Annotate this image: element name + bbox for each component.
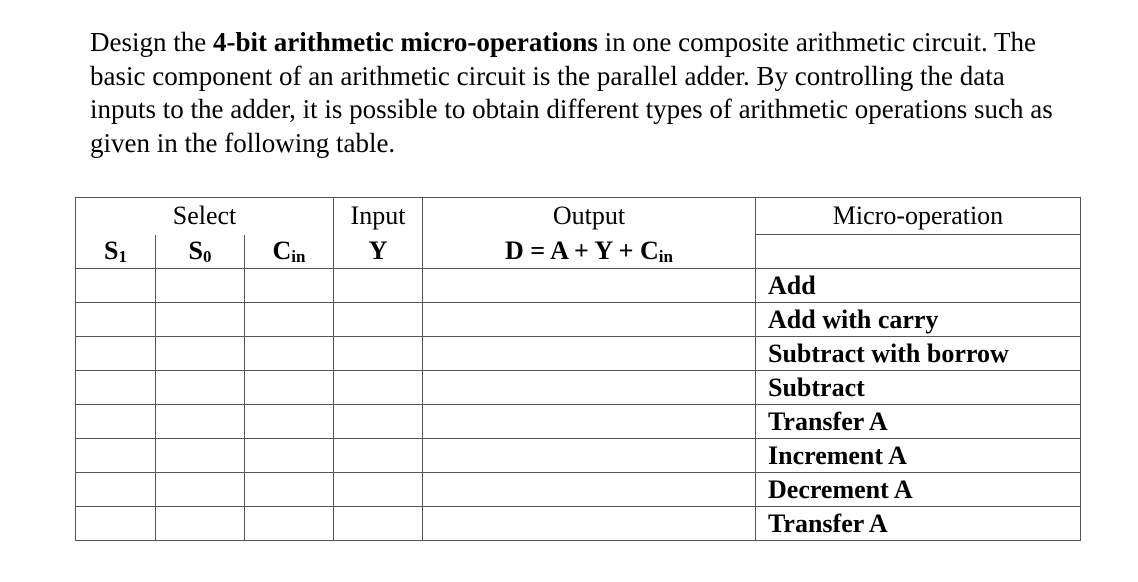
micro-operation-cell: Subtract with borrow xyxy=(756,337,1081,371)
table-subheader-row xyxy=(76,235,1081,269)
s0-cell[interactable] xyxy=(156,405,245,439)
s0-cell[interactable] xyxy=(156,303,245,337)
table-row xyxy=(76,507,1081,541)
y-cell[interactable] xyxy=(334,337,423,371)
y-cell[interactable] xyxy=(334,269,423,303)
cin-cell[interactable] xyxy=(245,269,334,303)
y-cell[interactable] xyxy=(334,439,423,473)
table-row xyxy=(76,269,1081,303)
table-row xyxy=(76,337,1081,371)
cin-cell[interactable] xyxy=(245,507,334,541)
s1-header: $S_1$ xyxy=(76,235,156,269)
output-cell[interactable] xyxy=(423,405,756,439)
input-header: Input xyxy=(334,198,423,235)
s0-cell[interactable] xyxy=(156,269,245,303)
cin-cell[interactable] xyxy=(245,371,334,405)
y-cell[interactable] xyxy=(334,303,423,337)
s1-cell[interactable] xyxy=(76,269,156,303)
s1-cell[interactable] xyxy=(76,507,156,541)
s1-cell[interactable] xyxy=(76,439,156,473)
cin-cell[interactable] xyxy=(245,337,334,371)
output-cell[interactable] xyxy=(423,473,756,507)
micro-operation-subheader-cell xyxy=(756,235,1081,269)
micro-operation-cell: Transfer A xyxy=(756,405,1081,439)
output-header: Output xyxy=(423,198,756,235)
table-header-row xyxy=(76,198,1081,235)
micro-operation-cell: Subtract xyxy=(756,371,1081,405)
table-row xyxy=(76,371,1081,405)
s1-cell[interactable] xyxy=(76,405,156,439)
s1-cell[interactable] xyxy=(76,303,156,337)
cin-header: $C_{in}$ xyxy=(245,235,334,269)
cin-cell[interactable] xyxy=(245,405,334,439)
micro-operation-cell: Transfer A xyxy=(756,507,1081,541)
output-cell[interactable] xyxy=(423,439,756,473)
y-cell[interactable] xyxy=(334,371,423,405)
s1-cell[interactable] xyxy=(76,337,156,371)
statement-body: in one composite arithmetic circuit. The basic component of an arithmetic circuit is the parallel adder. By controlling the data inputs to the adder, it is possible to obtain different types of arithmetic operations such as given in the following table. xyxy=(90,27,1053,158)
s0-cell[interactable] xyxy=(156,507,245,541)
s0-cell[interactable] xyxy=(156,337,245,371)
statement-emphasis: 4-bit arithmetic micro-operations xyxy=(212,27,598,57)
s1-cell[interactable] xyxy=(76,371,156,405)
micro-operation-cell: Add with carry xyxy=(756,303,1081,337)
micro-operation-cell: Decrement A xyxy=(756,473,1081,507)
y-cell[interactable] xyxy=(334,507,423,541)
table-row xyxy=(76,405,1081,439)
s0-cell[interactable] xyxy=(156,439,245,473)
micro-operation-cell: Add xyxy=(756,269,1081,303)
cin-cell[interactable] xyxy=(245,473,334,507)
problem-statement xyxy=(90,26,1070,160)
micro-operation-header: Micro-operation xyxy=(756,198,1081,235)
output-cell[interactable] xyxy=(423,507,756,541)
table-row xyxy=(76,439,1081,473)
table-row xyxy=(76,303,1081,337)
cin-cell[interactable] xyxy=(245,303,334,337)
output-formula: $D = A + Y + C_{in}$ xyxy=(423,235,756,269)
micro-operation-cell: Increment A xyxy=(756,439,1081,473)
output-cell[interactable] xyxy=(423,337,756,371)
s0-cell[interactable] xyxy=(156,473,245,507)
s0-header: $S_0$ xyxy=(156,235,245,269)
s0-cell[interactable] xyxy=(156,371,245,405)
output-cell[interactable] xyxy=(423,269,756,303)
table-row xyxy=(76,473,1081,507)
statement-lead: Design the xyxy=(90,27,213,57)
select-header: Select xyxy=(76,198,334,235)
y-cell[interactable] xyxy=(334,405,423,439)
micro-operations-table xyxy=(75,197,1081,541)
y-cell[interactable] xyxy=(334,473,423,507)
output-cell[interactable] xyxy=(423,303,756,337)
y-header: Y xyxy=(334,235,423,269)
s1-cell[interactable] xyxy=(76,473,156,507)
output-cell[interactable] xyxy=(423,371,756,405)
cin-cell[interactable] xyxy=(245,439,334,473)
